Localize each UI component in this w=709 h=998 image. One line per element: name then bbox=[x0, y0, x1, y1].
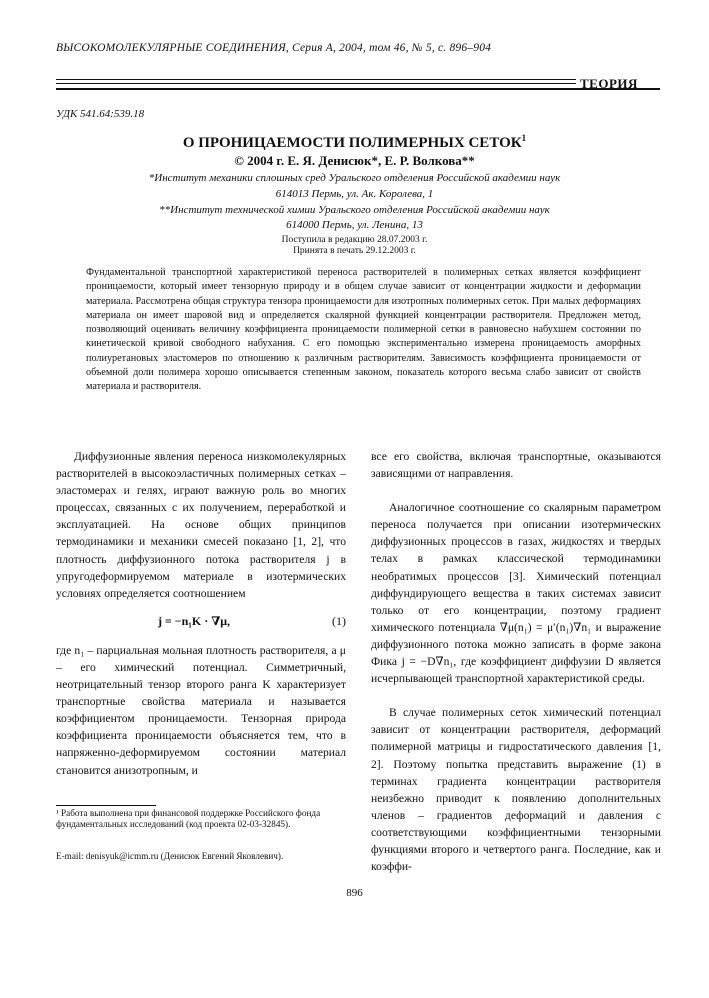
section-label: ТЕОРИЯ bbox=[580, 76, 638, 91]
affiliation-2-address: 614000 Пермь, ул. Ленина, 13 bbox=[286, 219, 423, 231]
paragraph: Аналогичное соотношение со скалярным параметром переноса получается при описании изотермических диффузионных процессов в газах, жидкостях и твердых телах в рамках классической термодинамики необратимых процессов [3]. Химический потенциал диффундирующего вещества в таких системах зависит только от его концентрации, поэтому градиент химического потенциала ∇μ(n₁) = μ′(n₁)∇n₁ и выражение диффузионного потока можно записать в форме закона Фика j = −D∇n₁, где коэффициент диффузии D является исчерпывающей транспортной характеристикой среды. bbox=[371, 501, 661, 686]
paper-title bbox=[0, 133, 709, 152]
affiliation-2: **Институт технической химии Уральского отделения Российской академии наук bbox=[159, 204, 550, 216]
footnote: ¹ Работа выполнена при финансовой поддержке Российского фонда фундаментальных исследований (код проекта 02-03-32845). bbox=[56, 808, 321, 829]
equation-number: (1) bbox=[332, 614, 346, 629]
title-footnote-mark: 1 bbox=[521, 133, 527, 143]
affiliation-1: *Институт механики сплошных сред Уральского отделения Российской академии наук bbox=[148, 172, 561, 184]
footnote-rule bbox=[56, 805, 156, 806]
right-column bbox=[371, 448, 661, 875]
received-date: Поступила в редакцию 28.07.2003 г. bbox=[281, 235, 428, 245]
equation-text: j = −n₁K · ∇μ, bbox=[157, 614, 231, 629]
title-text: О ПРОНИЦАЕМОСТИ ПОЛИМЕРНЫХ СЕТОК bbox=[182, 135, 522, 151]
journal-header: ВЫСОКОМОЛЕКУЛЯРНЫЕ СОЕДИНЕНИЯ, Серия А, 2004, том 46, № 5, с. 896–904 bbox=[56, 42, 492, 54]
paragraph: В случае полимерных сеток химический потенциал зависит от концентрации растворителя, деформаций полимерной матрицы и гидростатического давления [1, 2]. Поэтому попытка представить выражение (1) в терминах градиента концентрации растворителя неизбежно приводит к появлению дополнительных членов – градиентов деформаций и давления с соответствующими коэффициентными тензорными функциями второго и четвертого ранга. Последние, как и коэффи- bbox=[371, 706, 661, 874]
paragraph: Диффузионные явления переноса низкомолекулярных растворителей в высокоэластичных полимерных сетках – эластомерах и гелях, играют важную роль во многих процессах, связанных с их получением, переработкой и эксплуатацией. На основе общих принципов термодинамики и механики смесей показано [1, 2], что плотность диффузионного потока растворителя j в упругодеформируемом материале в изотермических условиях определяется соотношением bbox=[56, 450, 346, 600]
affiliation-1-address: 614013 Пермь, ул. Ак. Королева, 1 bbox=[275, 188, 434, 200]
udk-code: УДК 541.64:539.18 bbox=[56, 108, 145, 120]
abstract: Фундаментальной транспортной характеристикой переноса растворителей в полимерных сетках является коэффициент проницаемости, который имеет тензорную природу и в общем случае зависит от концентрации жидкости и деформации материала. Рассмотрена общая структура тензора проницаемости для изотропных полимерных сеток. При малых деформациях материала он имеет шаровой вид и определяется скалярной функцией концентрации растворителя. Предложен метод, позволяющий оценивать величину коэффициента проницаемости полимерной сетки в равновесно набухшем состоянии по кинетической кривой свободного набухания. С его помощью экспериментально измерена проницаемость аморфных полиуретановых эластомеров по отношению к различным растворителям. Зависимость коэффициента проницаемости от объемной доли полимера хорошо описывается степенным законом, показатель которого весьма слабо зависит от свойств материала и растворителя. bbox=[86, 267, 641, 393]
header-rule bbox=[56, 79, 576, 80]
paragraph: все его свойства, включая транспортные, оказываются зависящими от направления. bbox=[371, 450, 661, 481]
paragraph: где n₁ – парциальная мольная плотность растворителя, а μ – его химический потенциал. Симметричный, неотрицательный тензор второго ранга K характеризует транспортные свойства материала и называется коэффициентом проницаемости. Тензорная природа коэффициента проницаемости объясняется тем, что в напряженно-деформируемом состоянии материал становится анизотропным, и bbox=[56, 643, 346, 777]
left-column bbox=[56, 448, 346, 779]
equation-1 bbox=[56, 602, 346, 642]
author-email: E-mail: denisyuk@icmm.ru (Денисюк Евгений Яковлевич). bbox=[56, 851, 284, 861]
accepted-date: Принята в печать 29.12.2003 г. bbox=[293, 246, 416, 256]
header-rule-thick bbox=[56, 88, 660, 90]
page-number: 896 bbox=[346, 887, 363, 899]
authors: © 2004 г. Е. Я. Денисюк*, Е. Р. Волкова** bbox=[234, 153, 475, 168]
header-rule bbox=[56, 83, 576, 84]
